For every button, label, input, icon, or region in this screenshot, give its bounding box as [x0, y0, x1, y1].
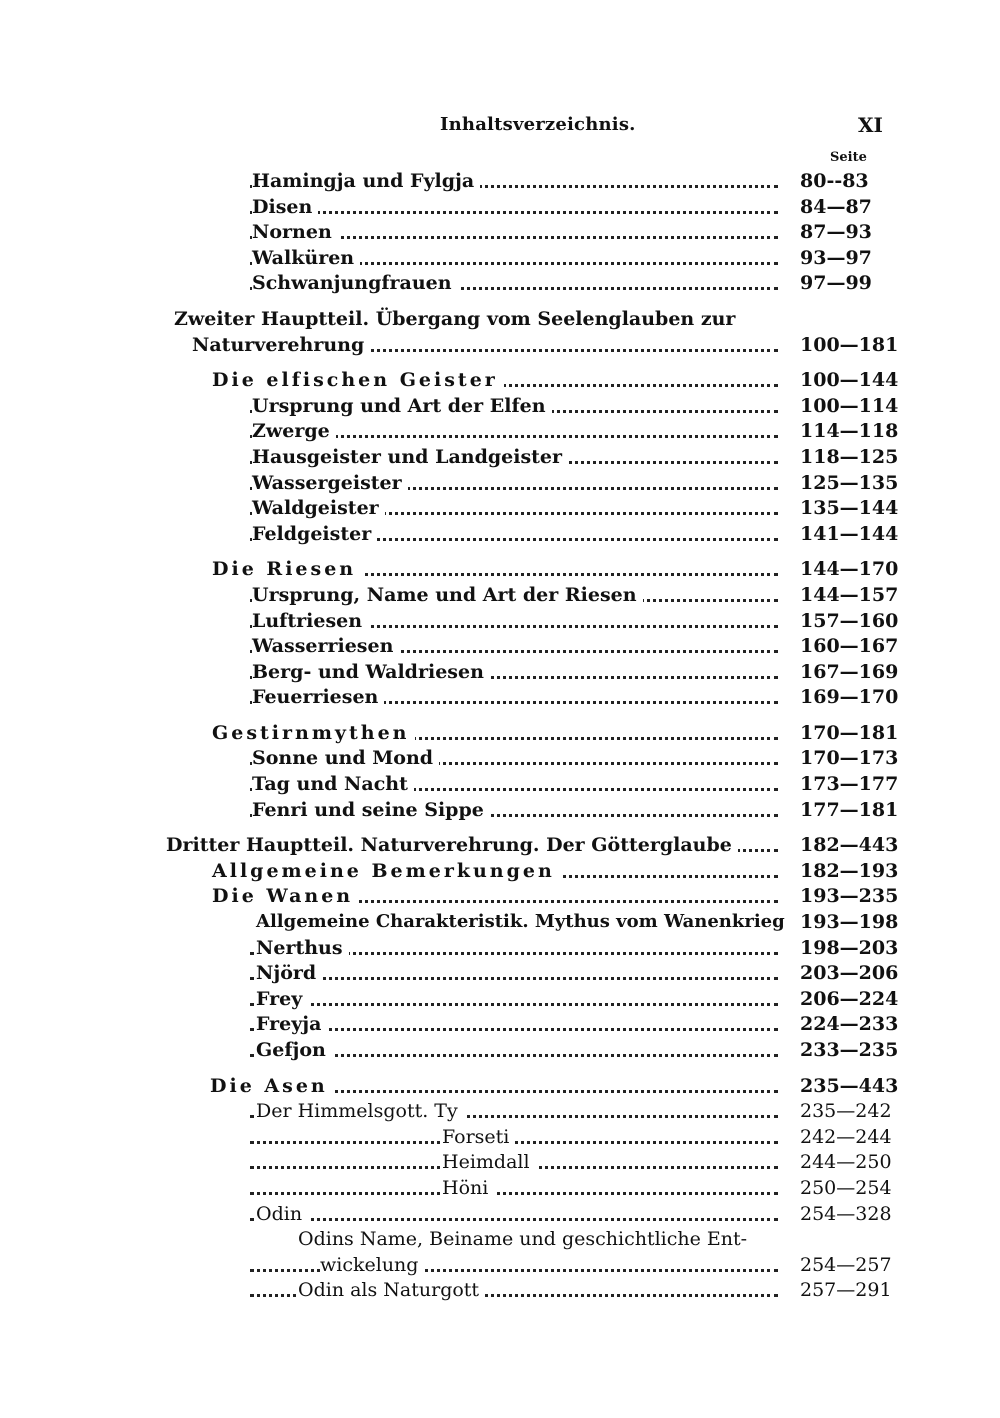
toc-entry	[0, 584, 1000, 610]
toc-entry	[0, 722, 1000, 748]
toc-entry-text: Freyja	[256, 1013, 327, 1035]
toc-entry	[0, 1039, 1000, 1065]
toc-entry-text: Der Himmelsgott. Ty	[256, 1100, 464, 1122]
toc-entry-text: Heimdall	[442, 1151, 536, 1173]
leader-dots	[250, 977, 778, 980]
toc-entry-pages: 144—170	[800, 558, 899, 581]
toc-entry-pages: 182—193	[800, 859, 899, 882]
toc-entry	[0, 937, 1000, 963]
toc-entry-text: Feuerriesen	[252, 686, 384, 708]
toc-entry-text: Wasserriesen	[252, 635, 399, 657]
toc-entry	[0, 196, 1000, 222]
toc-entry-pages: 144—157	[800, 583, 899, 606]
toc-entry-text: Disen	[252, 196, 318, 218]
toc-entry-text: Wassergeister	[252, 472, 408, 494]
toc-entry-pages: 254—328	[800, 1202, 892, 1225]
toc-entry-text: Gefjon	[256, 1039, 332, 1061]
toc-entry	[0, 395, 1000, 421]
toc-entry-text: Luftriesen	[252, 610, 368, 632]
toc-entry	[0, 860, 1000, 886]
toc-entry	[0, 911, 1000, 937]
toc-entry	[0, 1151, 1000, 1177]
toc-entry-text: Zweiter Hauptteil. Übergang vom Seelenglauben zur	[174, 308, 741, 330]
toc-entry-pages: 198—203	[800, 936, 899, 959]
toc-entry-pages: 100—114	[800, 394, 899, 417]
leader-dots	[250, 211, 778, 214]
toc-entry-pages: 193—235	[800, 885, 899, 908]
leader-dots	[250, 1192, 778, 1195]
toc-entry-pages: 173—177	[800, 773, 899, 796]
toc-entry	[0, 472, 1000, 498]
toc-entry	[0, 420, 1000, 446]
toc-entry	[0, 988, 1000, 1014]
toc-entry-text: Allgemeine Charakteristik. Mythus vom Wanenkrieg	[256, 911, 791, 932]
toc-entry-text: Naturverehrung	[192, 334, 370, 356]
toc-entry-text: Schwanjungfrauen	[252, 272, 458, 294]
toc-entry-text: Odin	[256, 1203, 308, 1225]
toc-entry-pages: 93—97	[800, 246, 872, 269]
toc-entry	[0, 1254, 1000, 1280]
toc-entry-text: Tag und Nacht	[252, 773, 414, 795]
toc-entry	[0, 1075, 1000, 1101]
toc-entry-text: Die Wanen	[212, 885, 359, 907]
toc-entry-pages: 135—144	[800, 497, 899, 520]
toc-entry	[0, 369, 1000, 395]
toc-entry	[0, 1013, 1000, 1039]
running-header-title: Inhaltsverzeichnis.	[440, 114, 636, 135]
toc-entry-text: Odin als Naturgott	[298, 1279, 485, 1301]
toc-entry	[0, 747, 1000, 773]
toc-entry-pages: 160—167	[800, 635, 899, 658]
toc-entry-text: Die Asen	[210, 1075, 334, 1097]
toc-entry	[0, 558, 1000, 584]
toc-entry-pages: 235—443	[800, 1074, 899, 1097]
toc-entry	[0, 1177, 1000, 1203]
toc-entry-text: Allgemeine Bemerkungen	[212, 860, 561, 882]
toc-entry	[0, 272, 1000, 298]
toc-entry-text: Nerthus	[256, 937, 349, 959]
toc-entry	[0, 247, 1000, 273]
toc-entry	[0, 1126, 1000, 1152]
toc-entry-pages: 224—233	[800, 1013, 899, 1036]
toc-entry	[0, 334, 1000, 360]
leader-dots	[250, 1003, 778, 1006]
toc-entry	[0, 610, 1000, 636]
toc-entry-text: Dritter Hauptteil. Naturverehrung. Der Götterglaube	[166, 834, 738, 856]
toc-entry-text: Forseti	[442, 1126, 515, 1148]
toc-entry-pages: 206—224	[800, 987, 899, 1010]
toc-entry	[0, 635, 1000, 661]
toc-entry-pages: 177—181	[800, 798, 899, 821]
toc-entry-pages: 118—125	[800, 445, 899, 468]
toc-entry-text: Gestirnmythen	[212, 722, 415, 744]
toc-part-heading	[0, 834, 1000, 860]
toc-entry-pages: 203—206	[800, 962, 899, 985]
toc-entry	[0, 686, 1000, 712]
toc-entry-pages: 114—118	[800, 420, 899, 443]
toc-entry	[0, 170, 1000, 196]
toc-entry-pages: 193—198	[800, 911, 899, 934]
toc-entry-pages: 80--83	[800, 170, 869, 192]
toc-entry-text: Fenri und seine Sippe	[252, 799, 490, 821]
toc-entry	[0, 523, 1000, 549]
toc-entry-pages: 235—242	[800, 1100, 892, 1123]
toc-entry-text: wickelung	[320, 1254, 424, 1276]
leader-dots	[250, 1218, 778, 1221]
toc-entry	[0, 773, 1000, 799]
toc-entry-text: Hamingja und Fylgja	[252, 170, 480, 192]
toc-entry	[0, 1228, 1000, 1254]
toc-entry-text: Hausgeister und Landgeister	[252, 446, 568, 468]
toc-entry-text: Odins Name, Beiname und geschichtliche Ent-	[298, 1228, 753, 1250]
toc-entry-pages: 170—181	[800, 721, 899, 744]
toc-entry-pages: 170—173	[800, 747, 899, 770]
toc-entry	[0, 497, 1000, 523]
toc-entry-text: Die Riesen	[212, 558, 362, 580]
toc-entry	[0, 1203, 1000, 1229]
toc-entry-text: Zwerge	[252, 420, 336, 442]
toc-entry-text: Nornen	[252, 221, 338, 243]
toc-entry-pages: 233—235	[800, 1039, 899, 1061]
toc-entry-pages: 157—160	[800, 609, 899, 632]
toc-entry-pages: 250—254	[800, 1176, 892, 1199]
toc-entry	[0, 799, 1000, 825]
toc-entry-pages: 100—181	[800, 333, 899, 356]
toc-entry-text: Die elfischen Geister	[212, 369, 504, 391]
toc-entry-text: Höni	[442, 1177, 494, 1199]
toc-entry-text: Waldgeister	[252, 497, 385, 519]
leader-dots	[250, 1028, 778, 1031]
toc-entry-text: Berg- und Waldriesen	[252, 661, 490, 683]
toc-entry-text: Sonne und Mond	[252, 747, 439, 769]
toc-part-heading	[0, 308, 1000, 334]
toc-entry	[0, 446, 1000, 472]
toc-entry-pages: 87—93	[800, 221, 872, 244]
toc-entry	[0, 1279, 1000, 1305]
toc-entry-text: Frey	[256, 988, 308, 1010]
toc-entry-text: Ursprung und Art der Elfen	[252, 395, 552, 417]
toc-entry	[0, 962, 1000, 988]
toc-entry	[0, 1100, 1000, 1126]
toc-entry-pages: 169—170	[800, 686, 899, 709]
toc-entry-text: Njörd	[256, 962, 322, 984]
toc-entry-pages: 84—87	[800, 195, 872, 218]
toc-entry-pages: 244—250	[800, 1151, 892, 1174]
toc-entry-text: Ursprung, Name und Art der Riesen	[252, 584, 643, 606]
toc-entry	[0, 221, 1000, 247]
toc-entry-pages: 242—244	[800, 1125, 892, 1148]
toc-entry	[0, 885, 1000, 911]
toc-entry-pages: 254—257	[800, 1253, 892, 1276]
running-header-page-number: XI	[858, 113, 883, 137]
toc-entry-pages: 100—144	[800, 369, 899, 392]
toc-entry-pages: 182—443	[800, 834, 899, 857]
table-of-contents	[0, 170, 1000, 1305]
toc-entry-pages: 141—144	[800, 522, 899, 545]
toc-entry-pages: 125—135	[800, 471, 899, 494]
toc-entry-pages: 167—169	[800, 660, 899, 683]
toc-entry-text: Feldgeister	[252, 523, 377, 545]
toc-entry-text: Walküren	[252, 247, 360, 269]
seite-column-label: Seite	[830, 150, 867, 165]
toc-entry	[0, 661, 1000, 687]
toc-entry-pages: 97—99	[800, 272, 872, 295]
toc-entry-pages: 257—291	[800, 1279, 892, 1302]
